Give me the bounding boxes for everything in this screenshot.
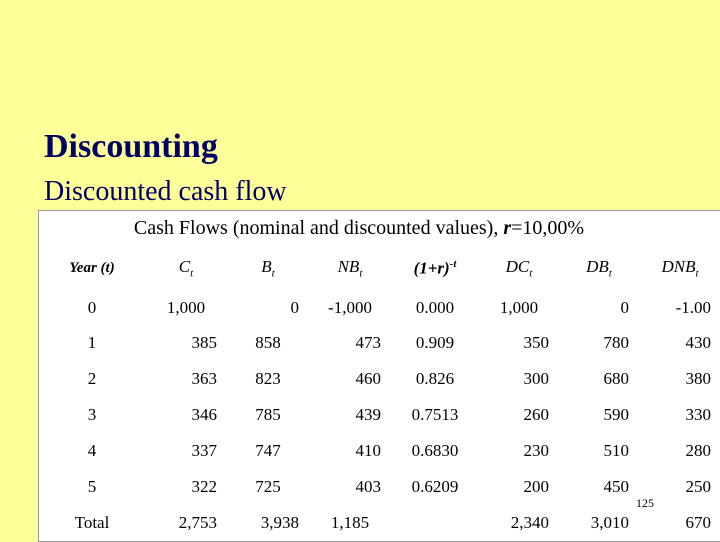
header-dc: $DC_t$ [505, 256, 533, 280]
cell-year: 4 [87, 441, 97, 460]
cell-b: 0 [290, 298, 299, 317]
cell-discount-factor: 0.6830 [411, 441, 459, 460]
table-row [39, 291, 720, 325]
cell-nb: 473 [355, 333, 381, 352]
cell-dnb: 380 [685, 369, 711, 388]
header-nb: $NB_t$ [337, 256, 363, 280]
header-discount-factor: $(1+r)^{-t}$ [413, 257, 457, 278]
table-row [39, 433, 720, 469]
cell-db: 450 [603, 477, 629, 496]
cash-flow-table-panel [38, 210, 720, 542]
cell-nb: 410 [355, 441, 381, 460]
slide-subtitle: Discounted cash flow [44, 176, 287, 207]
cell-total-nb: 1,185 [330, 513, 370, 532]
cell-year: 5 [87, 477, 97, 496]
cell-discount-factor: 0.000 [415, 298, 455, 317]
cell-b: 823 [255, 369, 281, 388]
table-row [39, 361, 720, 397]
table-total-row [39, 505, 720, 541]
header-b: $B_t$ [261, 256, 275, 280]
cell-dnb: 280 [685, 441, 711, 460]
cell-total-dnb: 670 [685, 513, 711, 532]
cell-dc: 1,000 [499, 298, 539, 317]
cell-c: 346 [191, 405, 217, 424]
header-dnb: $DNB_t$ [661, 256, 699, 280]
table-caption-prefix: Cash Flows (nominal and discounted values), [133, 217, 504, 239]
cell-nb: -1,000 [328, 298, 372, 317]
table-row [39, 325, 720, 361]
cash-flow-table [39, 245, 720, 541]
cell-total-db: 3,010 [590, 513, 629, 532]
cell-discount-factor: 0.909 [415, 333, 455, 352]
table-caption [39, 217, 679, 240]
cell-dc: 300 [523, 369, 549, 388]
table-header-row [39, 245, 720, 291]
cell-discount-factor: 0.826 [415, 369, 455, 388]
cell-dc: 260 [523, 405, 549, 424]
page-number: 125 [636, 496, 654, 510]
cell-discount-factor: 0.7513 [411, 405, 459, 424]
cell-db: 680 [603, 369, 629, 388]
table-caption-rate: =10,00% [511, 217, 585, 239]
header-db: $DB_t$ [586, 256, 612, 280]
cell-c: 1,000 [166, 298, 206, 317]
cell-c: 322 [191, 477, 217, 496]
cell-c: 337 [191, 441, 217, 460]
cell-dc: 350 [523, 333, 549, 352]
cell-total-b: 3,938 [260, 513, 299, 532]
table-row [39, 397, 720, 433]
cell-db: 0 [620, 298, 629, 317]
cell-nb: 460 [355, 369, 381, 388]
cell-year: 1 [87, 333, 97, 352]
table-row [39, 469, 720, 505]
header-year: Year (t) [69, 259, 115, 276]
cell-dnb: 330 [685, 405, 711, 424]
cell-total-dc: 2,340 [510, 513, 549, 532]
cell-dnb: 250 [685, 477, 711, 496]
cell-db: 780 [603, 333, 629, 352]
cell-year: 3 [87, 405, 97, 424]
cell-total-label: Total [74, 513, 110, 532]
cell-b: 747 [255, 441, 281, 460]
cell-b: 725 [255, 477, 281, 496]
cell-dc: 200 [523, 477, 549, 496]
header-c: $C_t$ [178, 256, 194, 280]
cell-year: 2 [87, 369, 97, 388]
cell-total-discount-factor [391, 505, 479, 541]
table-caption-rate-symbol: r [503, 217, 512, 239]
cell-nb: 439 [355, 405, 381, 424]
cell-c: 385 [191, 333, 217, 352]
cell-nb: 403 [355, 477, 381, 496]
cell-dnb: -1.00 [675, 298, 711, 317]
cell-total-c: 2,753 [178, 513, 217, 532]
cell-db: 590 [603, 405, 629, 424]
cell-year: 0 [87, 298, 97, 317]
cell-b: 858 [255, 333, 281, 352]
cell-dnb: 430 [685, 333, 711, 352]
cell-db: 510 [603, 441, 629, 460]
cell-discount-factor: 0.6209 [411, 477, 459, 496]
slide-title: Discounting [44, 128, 218, 165]
cell-b: 785 [255, 405, 281, 424]
cell-dc: 230 [523, 441, 549, 460]
cell-c: 363 [191, 369, 217, 388]
